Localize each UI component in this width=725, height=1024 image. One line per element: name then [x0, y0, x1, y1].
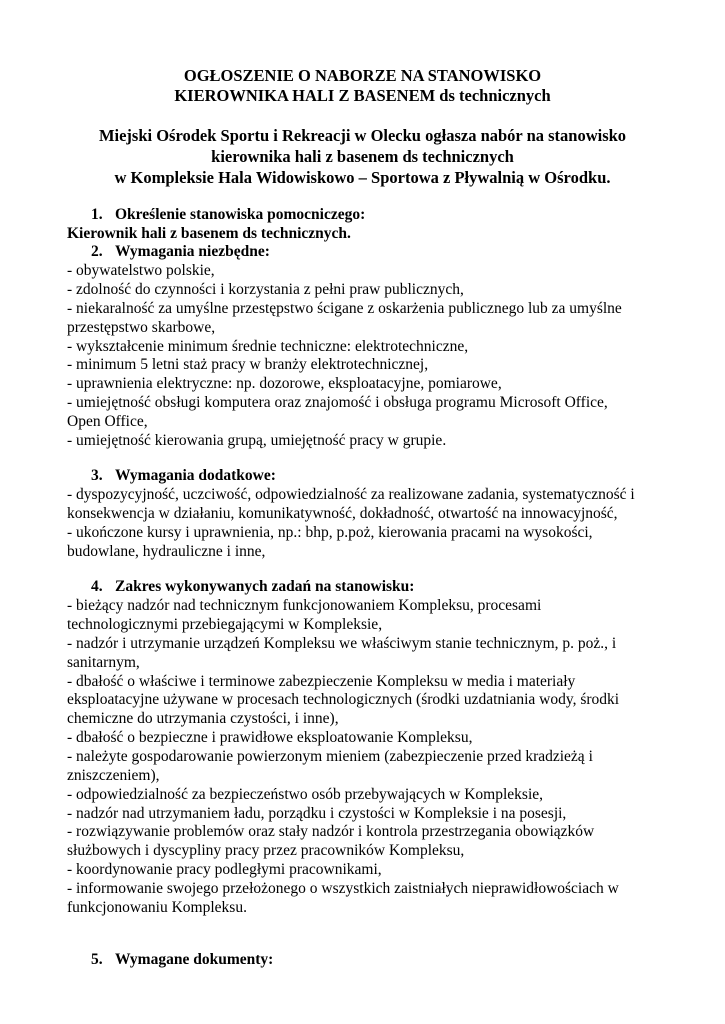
section-4-line: - rozwiązywanie problemów oraz stały nadzór i kontrola przestrzegania obowiązków	[67, 823, 595, 840]
section-number: 2.	[91, 243, 103, 260]
section-4-line: zniszczeniem),	[67, 767, 160, 784]
section-number: 4.	[91, 578, 103, 595]
section-2-line: - obywatelstwo polskie,	[67, 262, 215, 279]
section-3-line: konsekwencja w działaniu, komunikatywność, dokładność, otwartość na innowacyjność,	[67, 505, 618, 522]
section-1-line: Kierownik hali z basenem ds technicznych.	[67, 225, 351, 242]
section-2-line: Open Office,	[67, 413, 148, 430]
section-4-line: służbowych i dyscypliny pracy przez pracowników Kompleksu,	[67, 842, 465, 859]
section-2-line: - niekaralność za umyślne przestępstwo ścigane z oskarżenia publicznego lub za umyślne	[67, 300, 622, 317]
section-title: Wymagania dodatkowe:	[115, 467, 276, 484]
section-number: 3.	[91, 467, 103, 484]
section-2-line: - wykształcenie minimum średnie techniczne: elektrotechniczne,	[67, 338, 469, 355]
section-4-line: chemiczne do utrzymania czystości, i inne),	[67, 710, 339, 727]
section-4-line: sanitarnym,	[67, 654, 140, 671]
section-4-line: - dbałość o właściwe i terminowe zabezpieczenie Kompleksu w media i materiały	[67, 673, 576, 690]
section-5-heading	[91, 950, 273, 969]
section-4-line: - nadzór nad utrzymaniem ładu, porządku i czystości w Kompleksie i na posesji,	[67, 805, 567, 822]
section-number: 1.	[91, 206, 103, 223]
section-title: Zakres wykonywanych zadań na stanowisku:	[115, 578, 415, 595]
section-number: 5.	[91, 951, 103, 968]
section-4-line: - nadzór i utrzymanie urządzeń Kompleksu we właściwym stanie technicznym, p. poż., i	[67, 635, 617, 652]
section-4-line: - informowanie swojego przełożonego o wszystkich zaistniałych nieprawidłowościach w	[67, 880, 619, 897]
section-2-line: przestępstwo skarbowe,	[67, 319, 216, 336]
section-2-line: - zdolność do czynności i korzystania z pełni praw publicznych,	[67, 281, 464, 298]
document-title-line-1: OGŁOSZENIE O NABORZE NA STANOWISKO	[183, 66, 542, 85]
intro-line-2: kierownika hali z basenem ds technicznych	[211, 147, 514, 166]
section-3-line: budowlane, hydrauliczne i inne,	[67, 543, 266, 560]
section-title: Wymagania niezbędne:	[115, 243, 270, 260]
section-4-line: - dbałość o bezpieczne i prawidłowe eksploatowanie Kompleksu,	[67, 729, 473, 746]
section-4-line: - odpowiedzialność za bezpieczeństwo osób przebywających w Kompleksie,	[67, 786, 544, 803]
section-2-line: - uprawnienia elektryczne: np. dozorowe, eksploatacyjne, pomiarowe,	[67, 375, 502, 392]
section-title: Wymagane dokumenty:	[115, 951, 274, 968]
section-2-line: - minimum 5 letni staż pracy w branży elektrotechnicznej,	[67, 356, 429, 373]
section-2-line: - umiejętność kierowania grupą, umiejętność pracy w grupie.	[67, 432, 447, 449]
section-2-heading	[91, 242, 270, 261]
section-4-line: - bieżący nadzór nad technicznym funkcjonowaniem Kompleksu, procesami	[67, 597, 542, 614]
section-title: Określenie stanowiska pomocniczego:	[115, 206, 366, 223]
section-4-heading	[91, 577, 414, 596]
section-1-heading	[91, 205, 365, 224]
intro-line-3: w Kompleksie Hala Widowiskowo – Sportowa z Pływalnią w Ośrodku.	[114, 168, 611, 187]
section-2-line: - umiejętność obsługi komputera oraz znajomość i obsługa programu Microsoft Office,	[67, 394, 608, 411]
document-title-line-2: KIEROWNIKA HALI Z BASENEM ds technicznych	[174, 86, 551, 105]
section-4-line: - koordynowanie pracy podległymi pracownikami,	[67, 861, 382, 878]
section-3-line: - dyspozycyjność, uczciwość, odpowiedzialność za realizowane zadania, systematyczność i	[67, 486, 635, 503]
section-3-line: - ukończone kursy i uprawnienia, np.: bhp, p.poż, kierowania pracami na wysokości,	[67, 524, 593, 541]
intro-line-1: Miejski Ośrodek Sportu i Rekreacji w Olecku ogłasza nabór na stanowisko	[98, 126, 627, 145]
section-4-line: technologicznymi przebiegającymi w Kompleksie,	[67, 616, 383, 633]
section-3-heading	[91, 466, 276, 485]
section-4-line: - należyte gospodarowanie powierzonym mieniem (zabezpieczenie przed kradzieżą i	[67, 748, 593, 765]
section-4-line: eksploatacyjne używane w procesach technologicznych (środki uzdatniania wody, środki	[67, 691, 620, 708]
section-4-line: funkcjonowaniu Kompleksu.	[67, 899, 247, 916]
